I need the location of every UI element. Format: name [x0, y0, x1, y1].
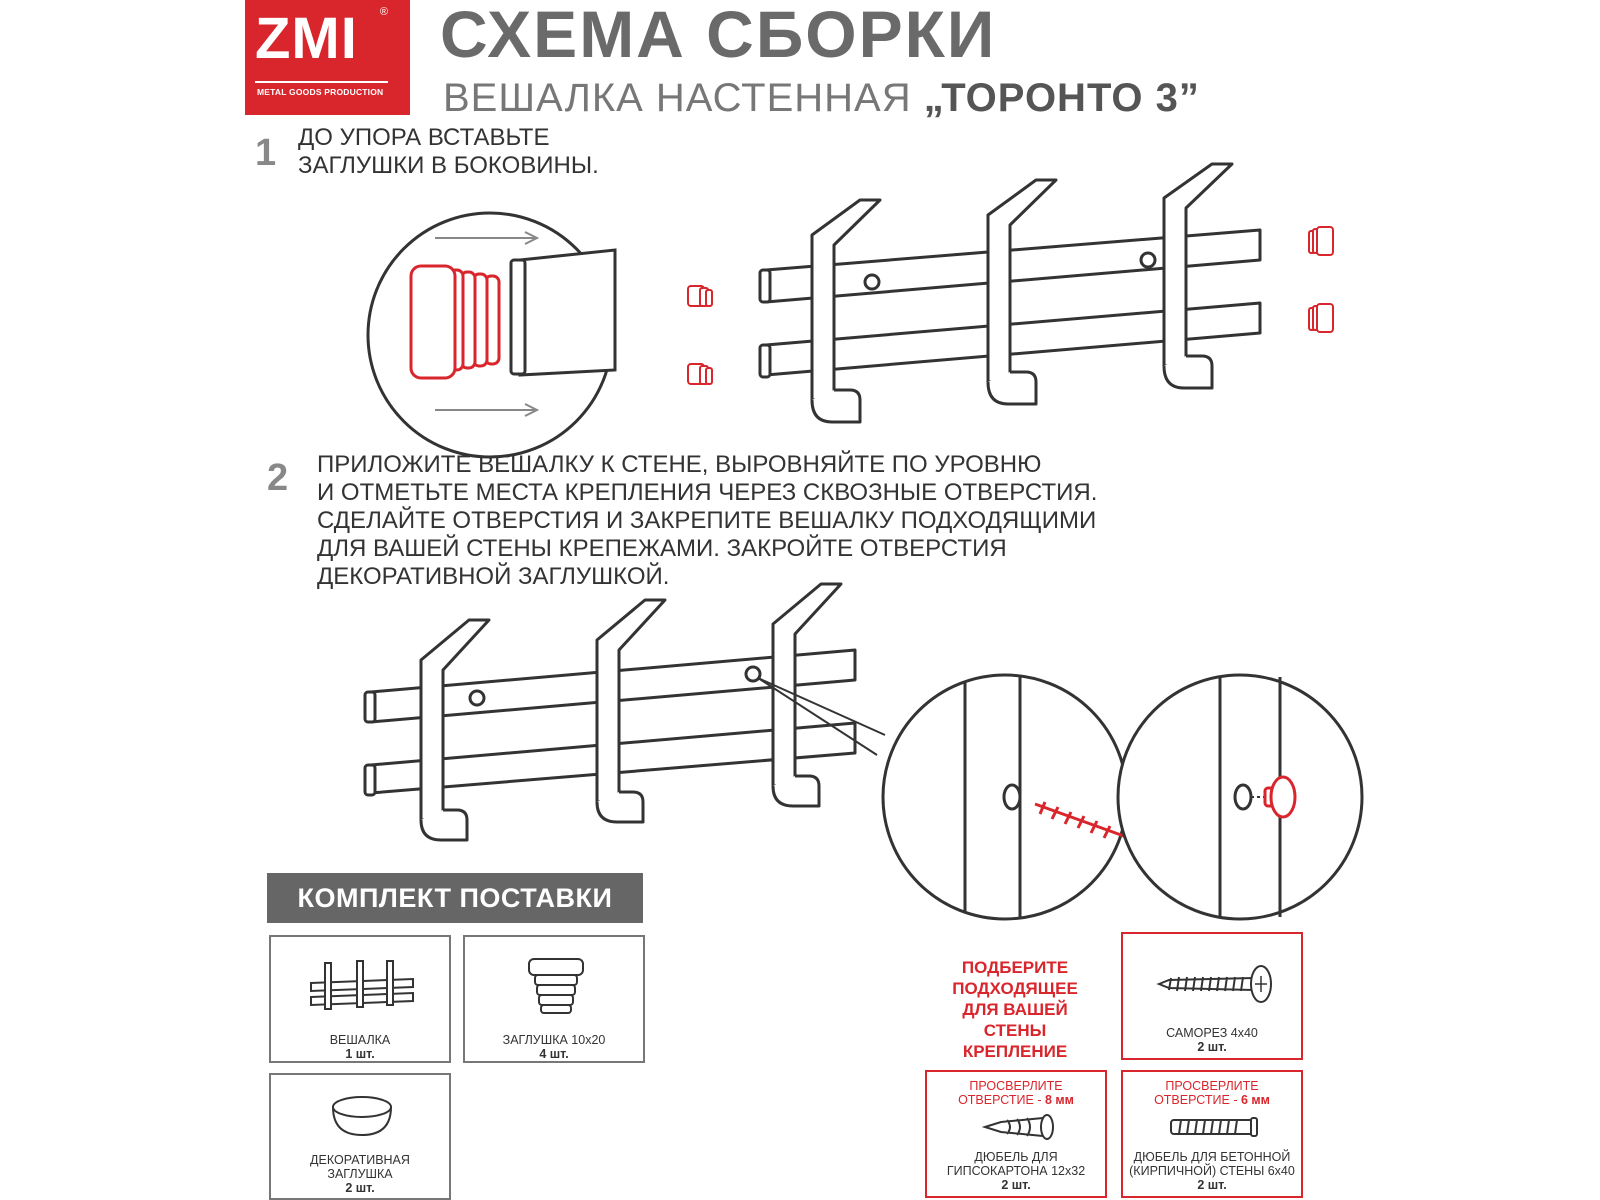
- page-title: СХЕМА СБОРКИ: [440, 0, 997, 71]
- kit-item-name: ЗАГЛУШКА: [327, 1167, 393, 1181]
- drill-instruction: ПРОСВЕРЛИТЕ: [969, 1079, 1063, 1093]
- step-2-line: ДЕКОРАТИВНОЙ ЗАГЛУШКОЙ.: [317, 563, 670, 590]
- kit-item-decorative-cap: [269, 1073, 451, 1200]
- kit-item-name: ДЕКОРАТИВНАЯ: [310, 1153, 410, 1167]
- screw-icon: [1157, 964, 1275, 1004]
- subtitle-prefix: ВЕШАЛКА НАСТЕННАЯ: [443, 76, 912, 120]
- drill-instruction: ОТВЕРСТИЕ - 8 мм: [958, 1093, 1074, 1107]
- logo-text: ZMI: [255, 6, 358, 71]
- decorative-cap-icon: [329, 1095, 395, 1141]
- hanger-drawing-step-2: [365, 580, 885, 850]
- fastener-name: ДЮБЕЛЬ ДЛЯ: [974, 1150, 1058, 1164]
- fastener-note: ПОДБЕРИТЕ ПОДХОДЯЩЕЕ ДЛЯ ВАШЕЙ СТЕНЫ КРЕПЛЕНИЕ: [952, 958, 1078, 1061]
- step-2-line: И ОТМЕТЬТЕ МЕСТА КРЕПЛЕНИЯ ЧЕРЕЗ СКВОЗНЫЕ ОТВЕРСТИЯ.: [317, 479, 1098, 506]
- fastener-drywall-anchor: [925, 1070, 1107, 1198]
- end-cap-icon: [686, 282, 716, 312]
- drill-instruction: ОТВЕРСТИЕ - 6 мм: [1154, 1093, 1270, 1107]
- step-2-line: СДЕЛАЙТЕ ОТВЕРСТИЯ И ЗАКРЕПИТЕ ВЕШАЛКУ ПОДХОДЯЩИМИ: [317, 507, 1097, 534]
- logo-tagline: METAL GOODS PRODUCTION: [257, 87, 384, 97]
- logo-divider: [255, 81, 388, 83]
- step-2-text: [317, 451, 1097, 591]
- fastener-qty: 2 шт.: [1197, 1040, 1227, 1054]
- step-2-number: 2: [267, 457, 289, 499]
- screw-zoom-detail: [880, 672, 1130, 922]
- drywall-anchor-icon: [983, 1112, 1055, 1142]
- kit-item-end-cap: [463, 935, 645, 1063]
- end-cap-icon: [1305, 302, 1335, 336]
- concrete-anchor-icon: [1169, 1114, 1259, 1140]
- kit-header: КОМПЛЕКТ ПОСТАВКИ: [267, 873, 643, 923]
- step-2-line: ДЛЯ ВАШЕЙ СТЕНЫ КРЕПЕЖАМИ. ЗАКРОЙТЕ ОТВЕРСТИЯ: [317, 535, 1007, 562]
- step-1-line: ДО УПОРА ВСТАВЬТЕ: [298, 124, 550, 151]
- drill-instruction: ПРОСВЕРЛИТЕ: [1165, 1079, 1259, 1093]
- kit-item-qty: 1 шт.: [345, 1047, 375, 1061]
- fastener-concrete-anchor: [1121, 1070, 1303, 1198]
- fastener-qty: 2 шт.: [1001, 1178, 1031, 1192]
- end-cap-icon: [686, 360, 716, 390]
- fastener-name: ГИПСОКАРТОНА 12x32: [946, 1164, 1086, 1178]
- registered-mark: ®: [379, 6, 388, 18]
- cap-zoom-detail: [1115, 672, 1365, 922]
- fastener-name: ДЮБЕЛЬ ДЛЯ БЕТОННОЙ: [1133, 1150, 1291, 1164]
- step-1-line: ЗАГЛУШКИ В БОКОВИНЫ.: [298, 152, 599, 179]
- fastener-name: (КИРПИЧНОЙ) СТЕНЫ 6x40: [1129, 1164, 1295, 1178]
- fastener-name: САМОРЕЗ 4x40: [1166, 1026, 1258, 1040]
- kit-item-qty: 4 шт.: [539, 1047, 569, 1061]
- step-2-line: ПРИЛОЖИТЕ ВЕШАЛКУ К СТЕНЕ, ВЫРОВНЯЙТЕ ПО УРОВНЮ: [317, 451, 1042, 478]
- kit-item-name: ВЕШАЛКА: [329, 1033, 391, 1047]
- hanger-drawing-step-1: [760, 160, 1280, 450]
- kit-item-name: ЗАГЛУШКА 10x20: [502, 1033, 606, 1047]
- product-name: „ТОРОНТО 3”: [923, 76, 1200, 120]
- hanger-icon: [309, 959, 415, 1015]
- step-1-text: [298, 124, 599, 180]
- end-cap-icon: [525, 957, 587, 1017]
- step-1-number: 1: [255, 132, 277, 174]
- fastener-screw: [1121, 932, 1303, 1060]
- kit-item-hanger: [269, 935, 451, 1063]
- end-cap-icon: [1305, 225, 1335, 259]
- kit-item-qty: 2 шт.: [345, 1181, 375, 1195]
- page-subtitle: [443, 76, 1200, 121]
- fastener-qty: 2 шт.: [1197, 1178, 1227, 1192]
- brand-logo: [245, 0, 410, 115]
- plug-insert-detail: [365, 210, 615, 460]
